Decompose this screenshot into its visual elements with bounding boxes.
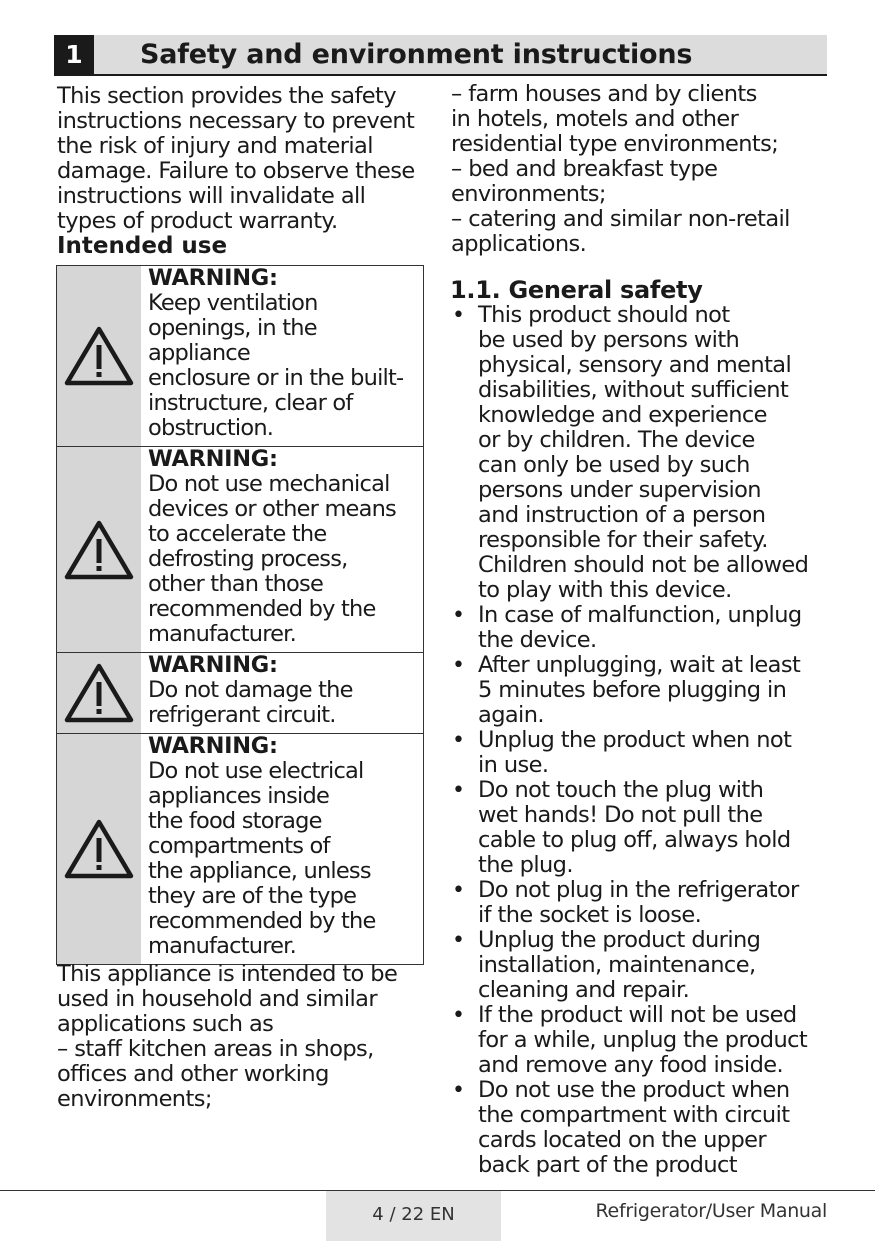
warning-text: Do not use electrical appliances inside the food storage compartments of the appliance, unless they are of the type recommended by the manufacturer. [148, 758, 376, 959]
list-item: • Do not plug in the refrigerator if the socket is loose. [450, 878, 850, 928]
intended-use-heading: Intended use [57, 233, 228, 259]
list-item: • Unplug the product when not in use. [450, 728, 850, 778]
warning-title: WARNING: [148, 265, 278, 291]
warning-row [57, 652, 423, 733]
warning-table [56, 265, 424, 965]
section-header [54, 35, 827, 76]
warning-title: WARNING: [148, 733, 278, 759]
document-title: Refrigerator/User Manual [595, 1200, 827, 1222]
warning-text: Do not use mechanical devices or other means to accelerate the defrosting process, other than those recommended by the manufacturer. [148, 471, 396, 647]
list-item: • This product should not be used by persons with physical, sensory and mental disabilities, without sufficient knowledge and experience or by children. The device can only be used by such persons under supervision and instruction of a person responsible for their safety. Children should not be allowed to play with this device. [450, 303, 850, 603]
warning-text: Keep ventilation openings, in the appliance enclosure or in the built- instructure, clear of obstruction. [148, 290, 404, 441]
warning-row [57, 266, 423, 446]
warning-title: WARNING: [148, 652, 278, 678]
warning-triangle-icon [64, 662, 134, 724]
section-title: Safety and environment instructions [140, 39, 693, 70]
intro-paragraph: This section provides the safety instructions necessary to prevent the risk of injury and material damage. Failure to observe these instructions will invalidate all types of product warranty. [57, 83, 415, 234]
list-item: • Do not touch the plug with wet hands! Do not pull the cable to plug off, always hold the plug. [450, 778, 850, 878]
warning-triangle-icon [64, 519, 134, 581]
right-column [451, 82, 846, 257]
warning-triangle-icon [64, 325, 134, 387]
appliance-usage-paragraph: This appliance is intended to be used in household and similar applications such as – staff kitchen areas in shops, offices and other working environments; [57, 961, 398, 1112]
usage-environments-text: – farm houses and by clients in hotels, motels and other residential type environments; – bed and breakfast type environments; – catering and similar non-retail applications. [451, 81, 790, 257]
warning-title: WARNING: [148, 446, 278, 472]
list-item: • After unplugging, wait at least 5 minutes before plugging in again. [450, 653, 850, 728]
general-safety-list [450, 303, 850, 1178]
left-column [57, 84, 429, 259]
page-number: 4 / 22 EN [326, 1191, 501, 1241]
warning-triangle-icon [64, 818, 134, 880]
warning-row [57, 733, 423, 964]
warning-row [57, 446, 423, 652]
general-safety-heading: 1.1. General safety [450, 276, 703, 304]
list-item: • Do not use the product when the compartment with circuit cards located on the upper back part of the product [450, 1078, 850, 1178]
section-number: 1 [54, 35, 94, 74]
list-item: • If the product will not be used for a while, unplug the product and remove any food inside. [450, 1003, 850, 1078]
list-item: • Unplug the product during installation, maintenance, cleaning and repair. [450, 928, 850, 1003]
list-item: • In case of malfunction, unplug the device. [450, 603, 850, 653]
warning-text: Do not damage the refrigerant circuit. [148, 677, 353, 728]
